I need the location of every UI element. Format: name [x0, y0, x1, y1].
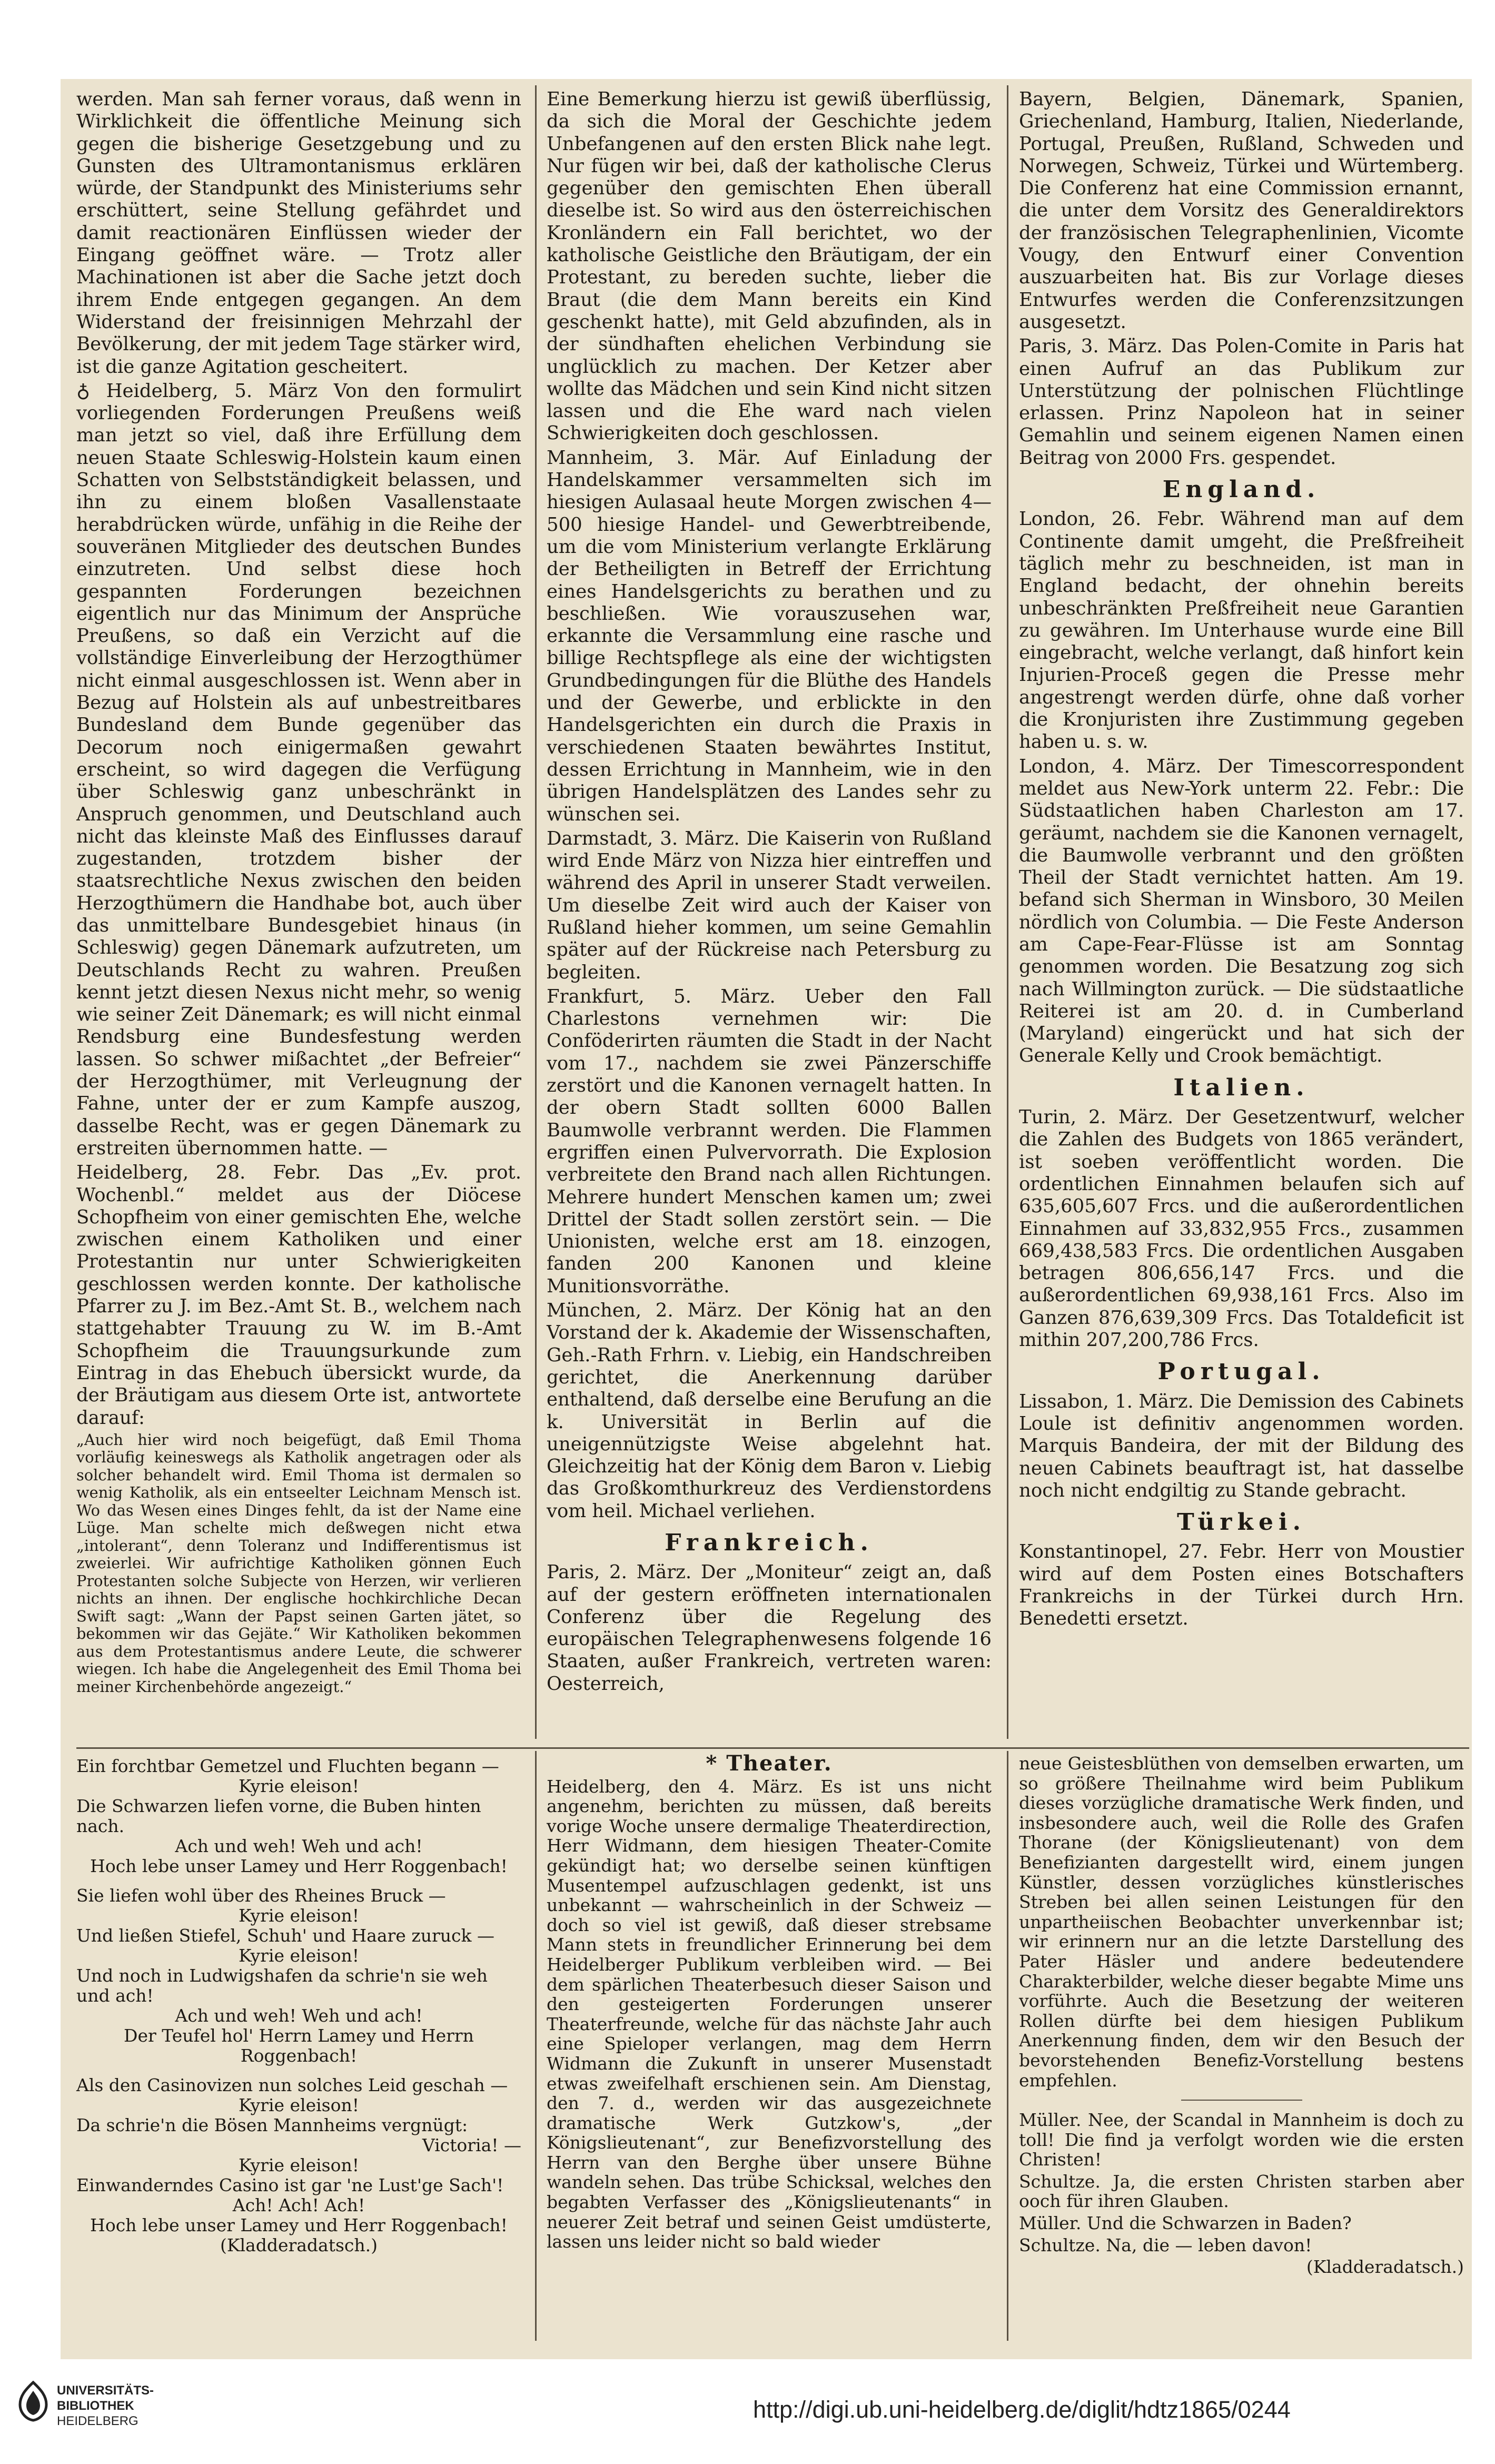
article-muenchen: München, 2. März. Der König hat an den Vorstand der k. Akademie der Wissenschaften, Geh.-Rath Frhrn. v. Liebig, ein Handschreiben gerichtet, die Anerkennung darüber enthaltend, daß derselbe eine Berufung an die k. Universität in Berlin auf die uneigennützigste Weise abgelehnt hat. Gleichzeitig hat der König dem Baron v. Liebig das Großkomthurkreuz des Verdienstordens vom heil. Michael verliehen. [547, 1300, 992, 1522]
theater-heading: * Theater. [706, 1751, 833, 1776]
dialog-line: Schultze. Na, die — leben davon! [1019, 2234, 1312, 2255]
poem-line: Ach und weh! Weh und ach! [175, 1836, 423, 1856]
column-divider [535, 1751, 537, 2341]
poem-line: Kyrie eleison! [238, 2095, 360, 2115]
article-darmstadt: Darmstadt, 3. März. Die Kaiserin von Rußland wird Ende März von Nizza hier eintreffen und während des April in unserer Stadt verweilen. Um dieselbe Zeit wird auch der Kaiser von Rußland hieher kommen, um seine Gemahlin später auf der Rückreise nach Petersburg zu begleiten. [547, 827, 992, 983]
poem-line: Der Teufel hol' Herrn Lamey und Herrn Roggenbach! [124, 2025, 474, 2066]
poem-line: Als den Casinovizen nun solches Leid geschah — [76, 2075, 508, 2095]
article-paragraph: werden. Man sah ferner voraus, daß wenn in Wirklichkeit die öffentliche Meinung sich gegen die bisherige Gesetzgebung und zu Gunsten des Ultramontanismus erklären würde, der Standpunkt des Ministeriums sehr erschüttert, seine Stellung gefährdet und damit reactionären Einflüssen wieder der Eingang geöffnet wäre. — Trotz aller Machinationen ist aber die Sache jetzt doch ihrem Ende entgegen gegangen. An dem Widerstand der freisinnigen Mehrzahl der Bevölkerung, der mit jedem Tage stärker wird, ist die ganze Agitation gescheitert. [76, 88, 521, 378]
poem-line: Kyrie eleison! [238, 1905, 360, 1926]
poem-line: Ach und weh! Weh und ach! [175, 2005, 423, 2026]
poem-line: Kyrie eleison! [238, 1776, 360, 1796]
poem-line: Und ließen Stiefel, Schuh' und Haare zuruck — [76, 1925, 494, 1946]
poem-line: Kyrie eleison! [238, 1945, 360, 1966]
library-name [57, 2383, 154, 2429]
quoted-letter: „Auch hier wird noch beigefügt, daß Emil Thoma vorläufig keineswegs als Katholik angetragen oder als solcher behandelt wird. Emil Thoma ist dermalen so wenig Katholik, als ein entseelter Leichnam Mensch ist. Wo das Wesen eines Dinges fehlt, da ist der Name eine Lüge. Man schelte mich deßwegen nicht etwa „intolerant“, denn Toleranz und Indifferentismus ist zweierlei. Wir aufrichtige Katholiken gönnen Euch Protestanten solche Subjecte von Herzen, wir verlieren nichts an ihnen. Der englische hochkirchliche Decan Swift sagt: „Wann der Papst seinen Garten jätet, so bekommen wir das Gejäte.“ Wir Katholiken bekommen aus dem Protestantismus andere Leute, die schwerer wiegen. Ich habe die Angelegenheit des Emil Thoma bei meiner Kirchenbehörde angezeigt.“ [76, 1430, 521, 1696]
poem-line: Hoch lebe unser Lamey und Herr Roggenbach! [90, 1856, 508, 1876]
article-konstantinopel: Konstantinopel, 27. Febr. Herr von Moustier wird auf dem Posten eines Botschafters Frankreichs in der Türkei durch Hrn. Benedetti ersetzt. [1019, 1541, 1464, 1630]
section-heading-italien: Italien. [1173, 1074, 1310, 1101]
column-divider [1007, 85, 1008, 1739]
column-3 [1019, 88, 1464, 1632]
university-library-logo-icon [15, 2380, 52, 2422]
article-paris-2-maerz: Paris, 2. März. Der „Moniteur“ zeigt an, daß auf der gestern eröffneten internationalen Conferenz über die Regelung des europäischen Telegraphenwesens folgende 16 Staaten, außer Frankreich, vertreten waren: Oesterreich, [547, 1561, 992, 1695]
section-heading-portugal: Portugal. [1157, 1358, 1325, 1386]
column-divider [535, 85, 537, 1739]
poem-line: Und noch in Ludwigshafen da schrie'n sie weh und ach! [76, 1965, 488, 2006]
poem [76, 1756, 521, 2255]
theater-continued [1019, 1754, 1464, 2279]
theater-paragraph: Heidelberg, den 4. März. Es ist uns nicht angenehm, berichten zu müssen, daß bereits vorige Woche unsere dermalige Theaterdirection, Herr Widmann, dem hiesigen Theater-Comite gekündigt hat; wo derselbe seinen künftigen Musentempel aufzuschlagen gedenkt, ist uns unbekannt — wahrscheinlich in der Schweiz — doch so viel ist gewiß, daß dieser strebsame Mann stets in freundlicher Erinnerung bei dem Heidelberger Publikum verbleiben wird. — Bei dem spärlichen Theaterbesuch dieser Saison und den gesteigerten Forderungen unserer Theaterfreunde, welche für das nächste Jahr auch eine Spieloper verlangen, mag dem Herrn Widmann die Zukunft in unserer Musenstadt etwas zweifelhaft erschienen sein. Am Dienstag, den 7. d., werden wir das ausgezeichnete dramatische Werk Gutzkow's, „der Königslieutenant“, zur Benefizvorstellung des Herrn van den Berghe über unsere Bühne wandeln sehen. Das trübe Schicksal, welches den begabten Verfasser des „Königslieutenants“ in neuerer Zeit betraf und seinen Geist umdüsterte, lassen uns leider nicht so bald wieder [547, 1776, 992, 2252]
poem-line: Einwanderndes Casino ist gar 'ne Lust'ge Sach'! [76, 2175, 504, 2195]
poem-line: Ach! Ach! Ach! [232, 2195, 365, 2215]
separator [1181, 2100, 1302, 2101]
article-paragraph: Bayern, Belgien, Dänemark, Spanien, Griechenland, Hamburg, Italien, Niederlande, Portugal, Preußen, Rußland, Schweden und Norwegen, Schweiz, Türkei und Würtemberg. Die Conferenz hat eine Commission ernannt, die unter dem Vorsitz des Generaldirektors der französischen Telegraphenlinien, Vicomte Vougy, den Entwurf einer Convention auszuarbeiten hat. Bis zur Vorlage dieses Entwurfes werden die Conferenzsitzungen ausgesetzt. [1019, 88, 1464, 333]
article-london-4-maerz: London, 4. März. Der Timescorrespondent meldet aus New-York unterm 22. Febr.: Die Südstaatlichen haben Charleston am 17. geräumt, nachdem sie die Kanonen vernagelt, die Baumwolle verbrannt und den größten Theil der Stadt vernichtet hatten. Am 19. befand sich Sherman in Winsboro, 30 Meilen nördlich von Columbia. — Die Feste Anderson am Cape-Fear-Flüsse ist am Sonntag genommen worden. Die Besatzung zog sich nach Willmington zurück. — Die südstaatliche Reiterei ist am 20. d. in Cumberland (Maryland) eingerückt und hat sich der Generale Kelly und Crook bemächtigt. [1019, 755, 1464, 1067]
article-mannheim: Mannheim, 3. Mär. Auf Einladung der Handelskammer versammelten sich im hiesigen Aulasaal heute Morgen zwischen 4—500 hiesige Handel- und Gewerbtreibende, um die vom Ministerium verlangte Erklärung der Betheiligten in Betreff der Errichtung eines Handelsgerichts zu berathen und zu beschließen. Wie vorauszusehen war, erkannte die Versammlung eine rasche und billige Rechtspflege als eine der wichtigsten Grundbedingungen für die Blüthe des Handels und der Gewerbe, und erblickte in den Handelsgerichten ein durch die Praxis in verschiedenen Staaten bewährtes Institut, dessen Errichtung in Mannheim, wie in den übrigen Handelsplätzen des Landes sehr zu wünschen sei. [547, 447, 992, 825]
theater-column [547, 1751, 992, 2254]
poem-line: Ein forchtbar Gemetzel und Fluchten begann — [76, 1756, 499, 1776]
poem-line: Victoria! — [422, 2135, 521, 2155]
article-lissabon: Lissabon, 1. März. Die Demission des Cabinets Loule ist definitiv angenommen worden. Marquis Bandeira, der mit der Bildung des neuen Cabinets beauftragt ist, hat dasselbe noch nicht endgiltig zu Stande gebracht. [1019, 1390, 1464, 1501]
article-frankfurt: Frankfurt, 5. März. Ueber den Fall Charlestons vernehmen wir: Die Conföderirten räumten die Stadt in der Nacht vom 17., nachdem sie zwei Pänzerschiffe zerstört und die Kanonen vernagelt hatten. In der obern Stadt sollten 6000 Ballen Baumwolle verbrannt werden. Die Flammen ergriffen einen Pulvervorrath. Die Explosion verbreitete den Brand nach allen Richtungen. Mehrere hundert Menschen kamen um; zwei Drittel der Stadt sollen zerstört sein. — Die Unionisten, welche erst am 18. einzogen, fanden 200 Kanonen und kleine Munitionsvorräthe. [547, 985, 992, 1297]
dialog-source: (Kladderadatsch.) [1306, 2257, 1464, 2278]
dialog-line: Müller. Und die Schwarzen in Baden? [1019, 2213, 1352, 2234]
article-paragraph: Eine Bemerkung hierzu ist gewiß überflüssig, da sich die Moral der Geschichte jedem Unbefangenen auf den ersten Blick nahe legt. Nur fügen wir bei, daß der katholische Clerus gegenüber den gemischten Ehen überall dieselbe ist. So wird aus den österreichischen Kronländern ein Fall berichtet, wo der katholische Geistliche den Bräutigam, der ein Protestant, zu bereden suchte, lieber die Braut (die dem Mann bereits ein Kind geschenkt hatte), mit Geld abzufinden, als in der sündhaften ehelichen Verbindung sie unglücklich zu machen. Der Ketzer aber wollte das Mädchen und sein Kind nicht sitzen lassen und die Ehe ward nach vielen Schwierigkeiten doch geschlossen. [547, 88, 992, 444]
dialog-line: Schultze. Ja, die ersten Christen starben aber ooch für ihren Glauben. [1019, 2171, 1464, 2212]
article-london-26-febr: London, 26. Febr. Während man auf dem Continente damit umgeht, die Preßfreiheit täglich mehr zu beschneiden, ist man in England bedacht, der ohnehin bereits unbeschränkten Preßfreiheit neue Garantien zu gewähren. Im Unterhause wurde eine Bill eingebracht, welche verlangt, daß hinfort kein Injurien-Proceß gegen die Presse mehr angestrengt werden dürfe, ohne daß vorher die Kronjuristen ihre Zustimmung gegeben haben u. s. w. [1019, 508, 1464, 753]
poem-line: Hoch lebe unser Lamey und Herr Roggenbach! [90, 2215, 508, 2235]
article-heidelberg-28-febr: Heidelberg, 28. Febr. Das „Ev. prot. Wochenbl.“ meldet aus der Diöcese Schopfheim von einer gemischten Ehe, welche zwischen einem Katholiken und einer Protestantin nur unter Schwierigkeiten geschlossen werden konnte. Der katholische Pfarrer zu J. im Bez.-Amt St. B., welchem nach stattgehabter Trauung zu W. im B.-Amt Schopfheim die Trauungsurkunde zum Eintrag in das Ehebuch übersickt wurde, da der Bräutigam aus diesem Orte ist, antwortete darauf: [76, 1162, 521, 1429]
article-paris-3-maerz: Paris, 3. März. Das Polen-Comite in Paris hat einen Aufruf an das Publikum zur Unterstützung der polnischen Flüchtlinge erlassen. Prinz Napoleon hat in seiner Gemahlin und seinem eigenen Namen einen Beitrag von 2000 Frs. gespendet. [1019, 335, 1464, 469]
library-name-line: HEIDELBERG [57, 2414, 138, 2428]
column-1 [76, 88, 521, 1698]
column-2 [547, 88, 992, 1697]
permalink-url[interactable]: http://digi.ub.uni-heidelberg.de/diglit/hdtz1865/0244 [753, 2396, 1291, 2423]
theater-paragraph: neue Geistesblüthen von demselben erwarten, um so größere Theilnahme wird beim Publikum dieses vorzügliche dramatische Werk finden, und insbesondere auch, weil die Rolle des Grafen Thorane (der Königslieutenant) von dem Benefizianten dargestellt wird, einem jungen Künstler, dessen vorzügliches künstlerisches Streben bei allen seinen Leistungen für den unpartheiischen Beobachter unverkennbar ist; wir erinnern nur an die letzte Darstellung des Pater Häsler und andere bedeutendere Charakterbilder, welche dieser begabte Mime uns vorführte. Auch die Besetzung der weiteren Rollen dürfte bei dem hiesigen Publikum Anerkennung finden, dem wir den Besuch der bevorstehenden Benefiz-Vorstellung bestens empfehlen. [1019, 1753, 1464, 2091]
article-turin: Turin, 2. März. Der Gesetzentwurf, welcher die Zahlen des Budgets von 1865 verändert, ist soeben veröffentlicht worden. Die ordentlichen Einnahmen belaufen sich auf 635,605,607 Frcs. und die außerordentlichen Einnahmen auf 33,832,955 Frcs., zusammen 669,438,583 Frcs. Die ordentlichen Ausgaben betragen 806,656,147 Frcs. und die außerordentlichen 69,938,161 Frcs. Also im Ganzen 876,639,309 Frcs. Das Totaldeficit ist mithin 207,200,786 Frcs. [1019, 1106, 1464, 1351]
poem-line: Die Schwarzen liefen vorne, die Buben hinten nach. [76, 1796, 481, 1836]
poem-line: Da schrie'n die Bösen Mannheims vergnügt: [76, 2115, 468, 2135]
poem-source: (Kladderadatsch.) [220, 2235, 378, 2255]
column-divider [1007, 1751, 1008, 2341]
feuilleton-rule [76, 1747, 1469, 1749]
section-heading-frankreich: Frankreich. [665, 1529, 874, 1556]
library-name-line: UNIVERSITÄTS- [57, 2383, 154, 2398]
section-heading-tuerkei: Türkei. [1176, 1509, 1306, 1536]
poem-line: Kyrie eleison! [238, 2155, 360, 2175]
dialog-line: Müller. Nee, der Scandal in Mannheim is doch zu toll! Die find ja verfolgt worden wie die ersten Christen! [1019, 2110, 1464, 2170]
library-name-line: BIBLIOTHEK [57, 2399, 134, 2413]
article-heidelberg-5-maerz: ♁ Heidelberg, 5. März Von den formulirt vorliegenden Forderungen Preußens weiß man jetzt so viel, daß ihre Erfüllung dem neuen Staate Schleswig-Holstein kaum einen Schatten von Selbstständigkeit belassen, und ihn zu einem bloßen Vasallenstaate herabdrücken würde, unfähig in die Reihe der souveränen Mitglieder des deutschen Bundes einzutreten. Und selbst diese hoch gespannten Forderungen bezeichnen eigentlich nur das Minimum der Ansprüche Preußens, so daß ein Verzicht auf die vollständige Einverleibung der Herzogthümer nicht einmal ausgeschlossen ist. Wenn aber in Bezug auf Holstein als auf unbestreitbares Bundesland dem Bunde gegenüber das Decorum noch einigermaßen gewahrt erscheint, so wird dagegen die Verfügung über Schleswig ganz unbeschränkt in Anspruch genommen, und Deutschland auch nicht das kleinste Maß des Einflusses darauf zugestanden, trotzdem bisher der staatsrechtliche Nexus zwischen den beiden Herzogthümern die Handhabe bot, auch über das unmittelbare Bundesgebiet hinaus (in Schleswig) gegen Dänemark aufzutreten, um Deutschlands Recht zu wahren. Preußen kennt jetzt diesen Nexus nicht mehr, so wenig wie seiner Zeit Dänemark; es will nicht einmal Rendsburg eine Bundesfestung werden lassen. So schwer mißachtet „der Befreier“ der Herzogthümer, mit Verleugnung der Fahne, unter der er zum Kampfe auszog, dasselbe Recht, was er gegen Dänemark zu erstreiten übernommen hatte. — [76, 380, 521, 1159]
section-heading-england: England. [1162, 476, 1321, 503]
poem-line: Sie liefen wohl über des Rheines Bruck — [76, 1885, 446, 1906]
